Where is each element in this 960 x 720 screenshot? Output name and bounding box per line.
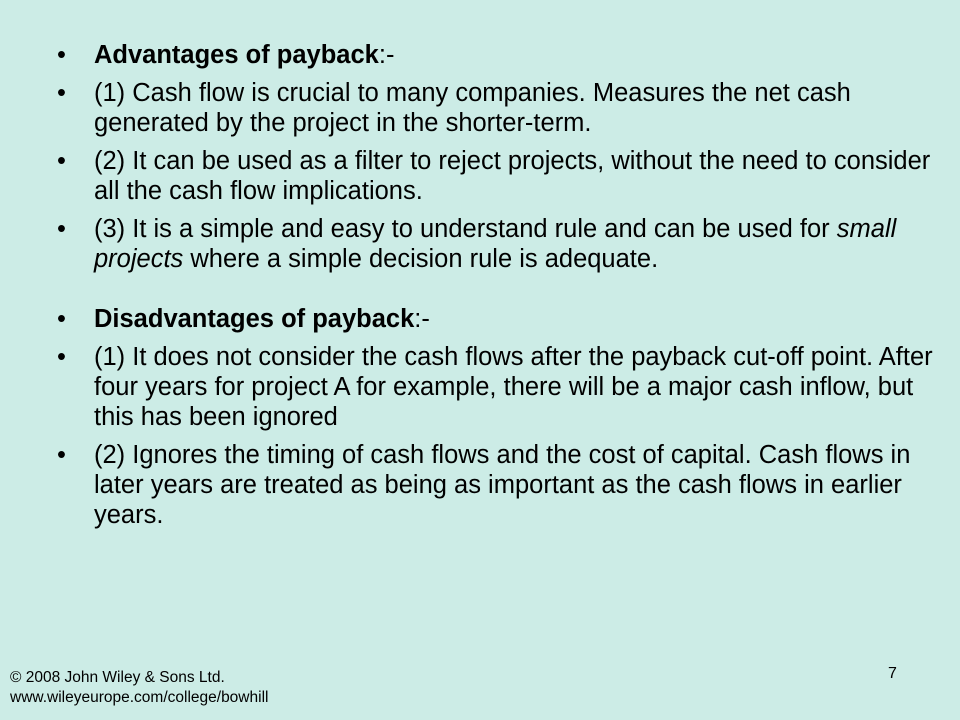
- disadvantage-item-2: [57, 440, 937, 530]
- disadvantage-item-1: [57, 342, 937, 432]
- advantages-heading-item: [57, 40, 937, 70]
- page-number: 7: [888, 665, 897, 682]
- advantage-item-3: [57, 214, 937, 274]
- disadvantages-heading-item: [57, 304, 937, 334]
- bullet-icon: •: [57, 343, 66, 371]
- advantage-text-3-after: where a simple decision rule is adequate.: [183, 245, 659, 273]
- bullet-list: [57, 40, 937, 538]
- disadvantage-text-1: (1) It does not consider the cash flows after the payback cut-off point. After four years for project A for example, there will be a major cash inflow, but this has been ignored: [94, 343, 933, 431]
- advantage-text-1: (1) Cash flow is crucial to many companies. Measures the net cash generated by the project in the shorter-term.: [94, 79, 851, 137]
- advantage-item-2: [57, 146, 937, 206]
- disadvantages-heading-suffix: :-: [414, 305, 430, 333]
- advantage-text-3-emphasis: small projects: [94, 215, 897, 273]
- advantages-heading: Advantages of payback: [94, 41, 379, 69]
- bullet-icon: •: [57, 215, 66, 243]
- disadvantages-heading: Disadvantages of payback: [94, 305, 415, 333]
- bullet-icon: •: [57, 305, 66, 333]
- bullet-icon: •: [57, 441, 66, 469]
- bullet-icon: •: [57, 41, 66, 69]
- advantages-heading-suffix: :-: [378, 41, 395, 69]
- advantage-text-2: (2) It can be used as a filter to reject projects, without the need to consider all the cash flow implications.: [94, 147, 931, 205]
- disadvantage-text-2: (2) Ignores the timing of cash flows and the cost of capital. Cash flows in later years are treated as being as important as the cash flows in earlier years.: [94, 441, 911, 529]
- footer-credits: [10, 668, 268, 708]
- bullet-icon: •: [57, 147, 66, 175]
- advantage-text-3-before: (3) It is a simple and easy to understand rule and can be used for: [94, 215, 837, 243]
- bullet-icon: •: [57, 79, 66, 107]
- advantage-item-1: [57, 78, 937, 138]
- copyright-text: © 2008 John Wiley & Sons Ltd.: [10, 669, 225, 686]
- website-url: www.wileyeurope.com/college/bowhill: [10, 689, 269, 706]
